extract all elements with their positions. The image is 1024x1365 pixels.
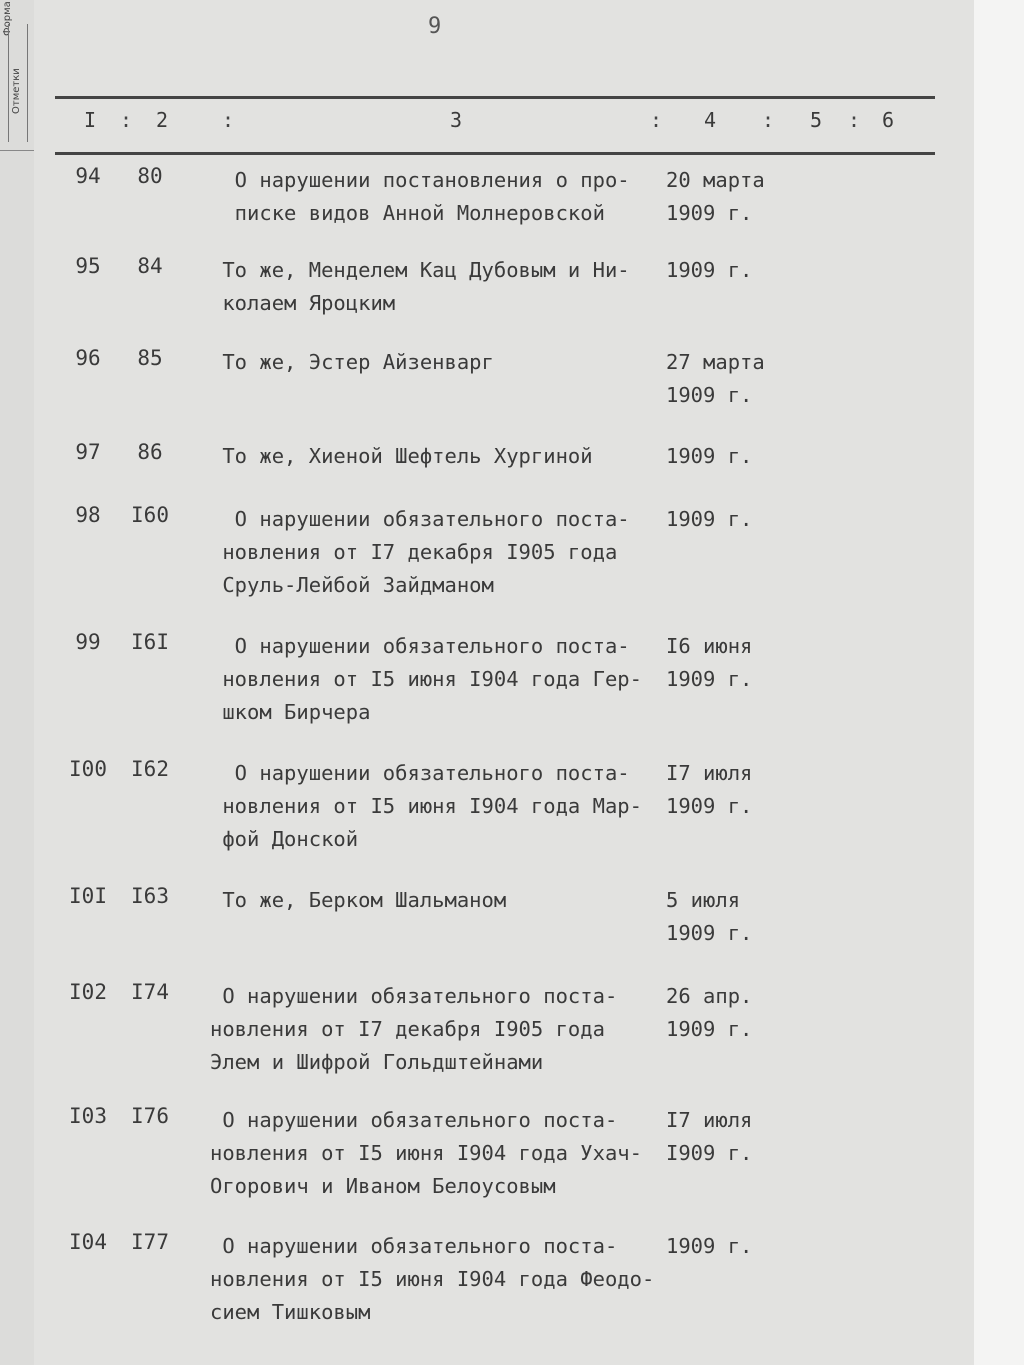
header-col-5: 5 [810,108,823,132]
entry-number: 95 [75,254,101,278]
description-line: новления от I5 июня I904 года Мар- [210,794,642,818]
date-line: I7 июля [666,761,753,785]
case-number: I6I [131,630,169,654]
case-date [666,980,786,1046]
case-number: I77 [131,1230,169,1254]
entry-number: I02 [69,980,107,1004]
case-description [210,980,662,1079]
header-separator: : [120,108,133,132]
description-line: Элем и Шифрой Гольдштейнами [210,1050,544,1074]
entry-number: 98 [75,503,101,527]
case-number: I62 [131,757,169,781]
description-line: новления от I5 июня I904 года Феодо- [210,1267,655,1291]
description-line: сием Тишковым [210,1300,371,1324]
description-line: новления от I7 декабря I905 года [210,540,618,564]
date-line: I909 г. [666,1141,753,1165]
entry-number: 96 [75,346,101,370]
case-number: 84 [137,254,163,278]
entry-number: I00 [69,757,107,781]
case-number: I60 [131,503,169,527]
header-separator: : [222,108,235,132]
case-date [666,630,786,696]
date-line: 1909 г. [666,667,753,691]
description-line: О нарушении постановления о про- [210,168,630,192]
description-line: Огорович и Иваном Белоусовым [210,1174,556,1198]
description-line: писке видов Анной Молнеровской [210,201,605,225]
case-number: 85 [137,346,163,370]
date-line: 1909 г. [666,1017,753,1041]
entry-number: I04 [69,1230,107,1254]
case-description [210,630,662,729]
entry-number: 99 [75,630,101,654]
date-line: I6 июня [666,634,753,658]
case-description [210,1230,662,1329]
description-line: То же, Берком Шальманом [210,888,507,912]
case-number: 80 [137,164,163,188]
case-description [210,503,662,602]
date-line: I7 июля [666,1108,753,1132]
header-col-3: 3 [450,108,463,132]
form-label: Форма [2,1,13,36]
date-line: 1909 г. [666,921,753,945]
case-date [666,757,786,823]
header-separator: : [762,108,775,132]
date-line: 20 марта [666,168,765,192]
description-line: новления от I5 июня I904 года Гер- [210,667,642,691]
date-line: 27 марта [666,350,765,374]
description-line: То же, Менделем Кац Дубовым и Ни- [210,258,630,282]
case-date [666,1230,786,1263]
case-date [666,346,786,412]
header-bottom-rule [55,152,935,155]
case-description [210,346,662,379]
date-line: 26 апр. [666,984,753,1008]
description-line: О нарушении обязательного поста- [210,1108,618,1132]
header-separator: : [848,108,861,132]
case-date [666,254,786,287]
description-line: фой Донской [210,827,359,851]
table-header [0,108,1024,148]
header-col-1: I [84,108,97,132]
entry-number: 94 [75,164,101,188]
date-line: 1909 г. [666,794,753,818]
description-line: О нарушении обязательного поста- [210,507,630,531]
description-line: То же, Эстер Айзенварг [210,350,494,374]
description-line: О нарушении обязательного поста- [210,634,630,658]
case-description [210,164,662,230]
case-number: I74 [131,980,169,1004]
case-description [210,254,662,320]
case-date [666,440,786,473]
case-description [210,757,662,856]
date-line: 1909 г. [666,258,753,282]
margin-strip [0,0,37,1365]
date-line: 1909 г. [666,383,753,407]
case-date [666,503,786,536]
case-description [210,440,662,473]
case-number: 86 [137,440,163,464]
description-line: новления от I7 декабря I905 года [210,1017,605,1041]
date-line: 5 июля [666,888,741,912]
entry-number: 97 [75,440,101,464]
description-line: О нарушении обязательного поста- [210,1234,618,1258]
description-line: колаем Яроцким [210,291,396,315]
header-col-2: 2 [156,108,169,132]
entry-number: I03 [69,1104,107,1128]
description-line: О нарушении обязательного поста- [210,761,630,785]
page-number: 9 [428,14,442,39]
header-col-4: 4 [704,108,717,132]
header-top-rule [55,96,935,99]
description-line: Сруль-Лейбой Зайдманом [210,573,494,597]
description-line: О нарушении обязательного поста- [210,984,618,1008]
case-date [666,884,786,950]
page-edge [974,0,1024,1365]
description-line: То же, Хиеной Шефтель Хургиной [210,444,593,468]
case-description [210,1104,662,1203]
marks-label: Отметки [11,68,22,114]
header-separator: : [650,108,663,132]
header-col-6: 6 [882,108,895,132]
case-date [666,164,786,230]
case-number: I76 [131,1104,169,1128]
case-date [666,1104,786,1170]
date-line: 1909 г. [666,1234,753,1258]
date-line: 1909 г. [666,201,753,225]
entry-number: I0I [69,884,107,908]
case-description [210,884,662,917]
date-line: 1909 г. [666,444,753,468]
date-line: 1909 г. [666,507,753,531]
case-number: I63 [131,884,169,908]
description-line: новления от I5 июня I904 года Ухач- [210,1141,642,1165]
description-line: шком Бирчера [210,700,371,724]
